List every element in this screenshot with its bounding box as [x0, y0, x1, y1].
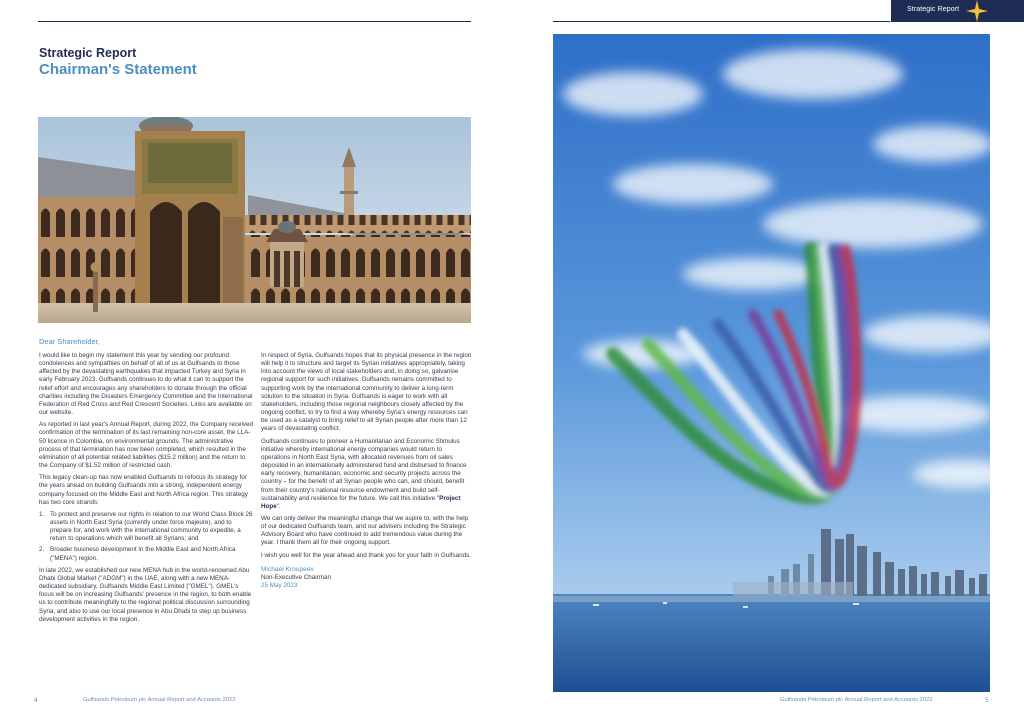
aerobatic-display-over-skyline-photo [553, 34, 990, 692]
mosque-courtyard-photo [38, 117, 471, 323]
section-tab-label: Strategic Report [907, 6, 960, 13]
signatory-date: 25 May 2023 [261, 582, 298, 590]
letter-paragraph: As reported in last year's Annual Report, during 2022, the Company received confirmation of the termination of its last remaining non-core asset, the LLA-50 licence in Colombia, on environmental grounds. The administrative process of that termination has now been completed, which resulted in the elimination of all potential related liabilities ($15.2 million) and the return to the Company of $1.52 million of restricted cash. [39, 421, 254, 470]
letter-paragraph-text: ". [276, 502, 281, 510]
letter-paragraph: In late 2022, we established our new MENA hub in the world-renowned Abu Dhabi Global Market ("ADGM") in the UAE, along with a new MENA-dedicated subsidiary, Gulfsands Middle East Limited ("GMEL"). GMEL's focus will be on increasing Gulfsands' presence in the region, to both enable us to contribute meaningfully to the regional political discussion surrounding Syria, and also to use our local presence in Abu Dhabi to step up business development activities in the region. [39, 566, 252, 623]
list-item-text: Broader business development in the Middle East and North Africa ("MENA") region. [50, 546, 236, 562]
signatory-name: Michael Kroupeev [261, 565, 314, 573]
list-item-number: 2. [39, 546, 45, 554]
letter-paragraph [261, 438, 473, 511]
signatory-role: Non-Executive Chairman [261, 573, 331, 581]
letter-paragraph: I wish you well for the year ahead and thank you for your faith in Gulfsands. [261, 551, 472, 559]
letter-column-right [261, 352, 473, 590]
list-item-number: 1. [39, 510, 45, 518]
page-number-right: 5 [985, 697, 989, 704]
letter-paragraph: I would like to begin my statement this year by sending our profound condolences and sympathies on behalf of all of us at Gulfsands to those affected by the devastating earthquakes that impacted Turkey and Syria in early February 2023. Gulfsands continues to do what it can to support the relief effort and encourages any shareholders to donate through the official charities including the Disasters Emergency Committee and the International Federation of Red Cross and Red Crescent Societies. Links are available on our website. [39, 352, 253, 417]
header-rule-right [553, 21, 890, 22]
letter-column-left [39, 352, 255, 628]
header-rule-left [38, 21, 471, 22]
project-hope-emphasis: Project Hope [261, 494, 461, 510]
strategy-list-item [39, 546, 255, 562]
footer-text-left: Gulfsands Petroleum plc Annual Report and Accounts 2022 [83, 697, 236, 703]
footer-text-right: Gulfsands Petroleum plc Annual Report and Accounts 2022 [780, 697, 933, 703]
page-title: Chairman's Statement [39, 61, 197, 78]
page-number-left: 4 [34, 697, 38, 704]
star-icon [965, 0, 989, 23]
letter-paragraph: This legacy clean-up has now enabled Gulfsands to refocus its strategy for the years ahead on building Gulfsands into a strong, independent energy company focused on the Middle East and North Africa region. This strategy has two core strands: [39, 474, 248, 506]
strategy-list-item [39, 511, 255, 544]
list-item-text: To protect and preserve our rights in relation to our World Class Block 26 assets in North East Syria (currently under force majeure), and to prepare for, and work with the international community to expedite, a return to operations which will benefit all Syrians; and [50, 510, 253, 543]
page-kicker: Strategic Report [39, 46, 137, 60]
strategy-list [39, 511, 255, 563]
section-tab [891, 0, 1024, 22]
letter-paragraph: We can only deliver the meaningful change that we aspire to, with the help of our dedicated Gulfsands team, and our advisers including the Strategic Advisory Board who have continued to add tremendous value during the year. I thank them all for their ongoing support. [261, 514, 469, 547]
letter-paragraph-text: Gulfsands continues to pioneer a Humanitarian and Economic Stimulus initiative whereby international energy companies would return to operations in North East Syria, with allocated revenues from oil sales deposited in an internationally administered fund and disbursed to finance early recovery, humanitarian, economic and security projects across the country – for the benefit of all Syrian people who can, and should, benefit from their country's national resource endowment and build self-sustainability and resilience for the future. We call this initiative " [261, 437, 467, 502]
letter-paragraph: In respect of Syria, Gulfsands hopes that its physical presence in the region will help it to structure and target its Syrian initiatives appropriately, taking into account the views of local stakeholders and, in doing so, galvanise regional support for such initiatives. Gulfsands remains committed to supporting work by the international community to deliver a long-term solution to the situation in Syria. Gulfsands is eager to work with all stakeholders, including those regional neighbours closely affected by the ongoing conflict, to try to find a way whereby Syria's energy resources can be used as a catalyst to bring relief to all Syrian people after more than 12 years of devastating conflict. [261, 352, 472, 433]
letter-salutation: Dear Shareholder, [39, 337, 100, 346]
